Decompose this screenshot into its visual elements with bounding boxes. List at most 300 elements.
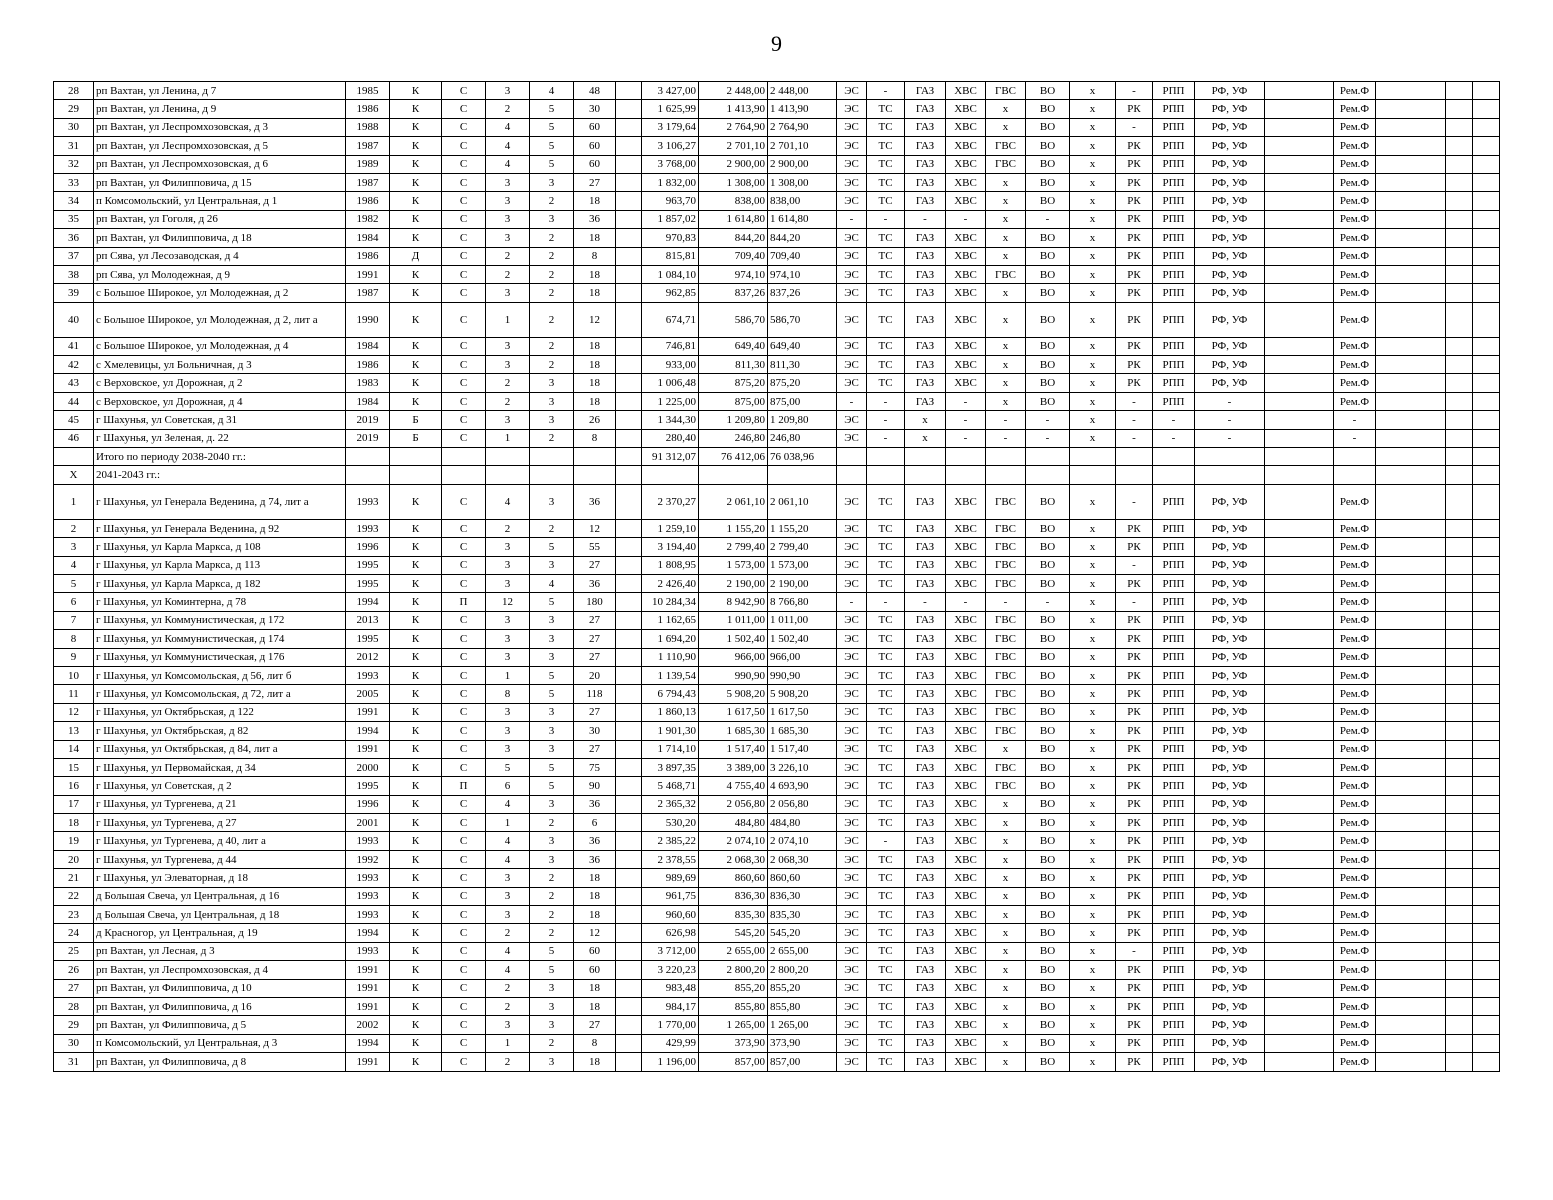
cell-entrances: 2 [486,247,530,265]
cell-wall-type: С [442,118,486,136]
cell-apartments: 18 [574,392,616,410]
cell-repair-code: РК [1116,173,1153,191]
cell-cold-water: ХВС [946,356,986,374]
cell-hot-water: х [986,1016,1026,1034]
table-row [54,337,1500,355]
cell-blank [616,229,642,247]
cell-blank [1376,302,1446,337]
cell-sewerage: ВО [1026,758,1070,776]
cell-repair-code: РК [1116,574,1153,592]
table-row [54,484,1500,519]
cell-material-code: К [390,137,442,155]
cell-blank [1473,777,1500,795]
cell-cold-water [946,448,986,466]
cell-cold-water: ХВС [946,265,986,283]
cell-total-area: 1 006,48 [642,374,699,392]
cell-blank [1473,814,1500,832]
cell-year-built: 1993 [346,942,390,960]
cell-blank [1376,961,1446,979]
cell-heat-supply: ТС [867,814,905,832]
cell-entrances: 3 [486,192,530,210]
cell-entrances: 4 [486,832,530,850]
cell-blank [1265,574,1334,592]
cell-repair-fund: Рем.Ф [1334,192,1376,210]
cell-hot-water: ГВС [986,538,1026,556]
cell-entrances: 4 [486,484,530,519]
cell-apartments: 18 [574,1053,616,1071]
cell-gas-supply: ГАЗ [905,758,946,776]
cell-material-code: К [390,155,442,173]
cell-heat-supply: - [867,392,905,410]
cell-wall-type: С [442,979,486,997]
cell-apartments: 48 [574,82,616,100]
cell-blank [1265,247,1334,265]
cell-row-number: 42 [54,356,94,374]
cell-sewerage: ВО [1026,155,1070,173]
cell-repair-fund: Рем.Ф [1334,118,1376,136]
cell-living-area: 76 412,06 [699,448,768,466]
cell-mark-x: х [1070,302,1116,337]
cell-wall-type: С [442,574,486,592]
cell-repair-code: РК [1116,265,1153,283]
cell-material-code: К [390,906,442,924]
cell-year-built: 1986 [346,100,390,118]
cell-row-number: 27 [54,979,94,997]
cell-heat-supply: ТС [867,284,905,302]
cell-wall-type: С [442,832,486,850]
cell-heat-supply: ТС [867,740,905,758]
cell-heat-supply: ТС [867,1034,905,1052]
cell-heat-supply: ТС [867,611,905,629]
cell-mark-x: х [1070,832,1116,850]
cell-living-area: 1 011,00 [699,611,768,629]
cell-fund-type [1195,448,1265,466]
cell-blank [1265,906,1334,924]
cell-apartments: 90 [574,777,616,795]
table-row [54,265,1500,283]
cell-entrances: 3 [486,82,530,100]
cell-sewerage: ВО [1026,611,1070,629]
cell-mark-x: х [1070,703,1116,721]
cell-mark-x: х [1070,556,1116,574]
cell-power-supply: ЭС [837,850,867,868]
cell-blank [616,961,642,979]
cell-residential-area: 2 056,80 [768,795,837,813]
cell-blank [616,777,642,795]
cell-wall-type: С [442,814,486,832]
cell-blank [1376,484,1446,519]
cell-blank [1376,703,1446,721]
cell-material-code: К [390,979,442,997]
cell-fund-type: РФ, УФ [1195,519,1265,537]
cell-year-built: 1994 [346,1034,390,1052]
cell-floors: 5 [530,155,574,173]
cell-rpp: РПП [1153,703,1195,721]
cell-floors: 3 [530,832,574,850]
cell-row-number: 15 [54,758,94,776]
cell-material-code: К [390,593,442,611]
cell-hot-water: ГВС [986,556,1026,574]
cell-mark-x: х [1070,82,1116,100]
cell-cold-water: ХВС [946,100,986,118]
cell-sewerage: ВО [1026,961,1070,979]
cell-gas-supply: - [905,593,946,611]
cell-mark-x: х [1070,519,1116,537]
cell-hot-water: х [986,1053,1026,1071]
cell-blank [1376,392,1446,410]
cell-blank [1473,703,1500,721]
cell-fund-type [1195,466,1265,484]
cell-apartments: 36 [574,574,616,592]
cell-row-number: 40 [54,302,94,337]
cell-gas-supply: ГАЗ [905,100,946,118]
cell-blank [1473,1034,1500,1052]
cell-row-number: 13 [54,722,94,740]
cell-wall-type: С [442,229,486,247]
cell-blank [1376,100,1446,118]
table-row [54,758,1500,776]
cell-mark-x: х [1070,247,1116,265]
cell-apartments: 18 [574,229,616,247]
cell-entrances [486,448,530,466]
cell-sewerage: ВО [1026,722,1070,740]
cell-row-number: 5 [54,574,94,592]
cell-address: с Большое Широкое, ул Молодежная, д 2 [94,284,346,302]
cell-address: г Шахунья, ул Элеваторная, д 18 [94,869,346,887]
cell-blank [1473,100,1500,118]
cell-address: рп Вахтан, ул Леспромхозовская, д 4 [94,961,346,979]
cell-blank [1473,740,1500,758]
cell-cold-water: ХВС [946,538,986,556]
cell-rpp: РПП [1153,777,1195,795]
cell-repair-fund: Рем.Ф [1334,538,1376,556]
cell-rpp: РПП [1153,593,1195,611]
cell-rpp: РПП [1153,814,1195,832]
cell-living-area: 649,40 [699,337,768,355]
cell-residential-area: 1 209,80 [768,411,837,429]
cell-wall-type [442,466,486,484]
cell-hot-water: х [986,302,1026,337]
cell-mark-x: х [1070,942,1116,960]
cell-row-number: 44 [54,392,94,410]
cell-mark-x: х [1070,155,1116,173]
cell-blank [1446,82,1473,100]
cell-gas-supply: ГАЗ [905,685,946,703]
cell-hot-water: ГВС [986,703,1026,721]
cell-fund-type: РФ, УФ [1195,337,1265,355]
cell-blank [1473,484,1500,519]
cell-rpp: РПП [1153,265,1195,283]
cell-address: п Комсомольский, ул Центральная, д 3 [94,1034,346,1052]
cell-fund-type: РФ, УФ [1195,630,1265,648]
cell-repair-fund: Рем.Ф [1334,374,1376,392]
cell-blank [1446,574,1473,592]
cell-residential-area: 875,00 [768,392,837,410]
cell-floors: 2 [530,247,574,265]
cell-fund-type: - [1195,392,1265,410]
cell-heat-supply: ТС [867,356,905,374]
cell-heat-supply: ТС [867,229,905,247]
cell-material-code: К [390,100,442,118]
cell-entrances: 3 [486,574,530,592]
cell-gas-supply: х [905,411,946,429]
cell-blank [1265,869,1334,887]
cell-blank [1376,666,1446,684]
cell-year-built: 1991 [346,979,390,997]
cell-mark-x: х [1070,795,1116,813]
cell-apartments: 36 [574,850,616,868]
cell-blank [616,100,642,118]
cell-apartments: 27 [574,740,616,758]
cell-residential-area: 2 900,00 [768,155,837,173]
cell-blank [1376,997,1446,1015]
cell-hot-water: ГВС [986,484,1026,519]
cell-wall-type: С [442,630,486,648]
cell-repair-code: РК [1116,337,1153,355]
cell-rpp: РПП [1153,538,1195,556]
cell-cold-water: ХВС [946,942,986,960]
cell-blank [1376,82,1446,100]
cell-mark-x: х [1070,997,1116,1015]
cell-cold-water: ХВС [946,1034,986,1052]
cell-repair-code [1116,448,1153,466]
cell-blank [1265,850,1334,868]
cell-rpp: РПП [1153,392,1195,410]
cell-hot-water: х [986,887,1026,905]
cell-wall-type: С [442,850,486,868]
cell-fund-type: РФ, УФ [1195,118,1265,136]
table-row [54,82,1500,100]
cell-fund-type: РФ, УФ [1195,1016,1265,1034]
cell-entrances: 4 [486,850,530,868]
cell-living-area: 875,20 [699,374,768,392]
cell-blank [616,758,642,776]
cell-repair-code: РК [1116,666,1153,684]
cell-hot-water: - [986,429,1026,447]
cell-repair-code: - [1116,942,1153,960]
cell-living-area: 5 908,20 [699,685,768,703]
cell-living-area: 2 061,10 [699,484,768,519]
cell-mark-x [1070,466,1116,484]
cell-floors: 2 [530,302,574,337]
cell-gas-supply: ГАЗ [905,1034,946,1052]
cell-fund-type: РФ, УФ [1195,82,1265,100]
cell-row-number: 37 [54,247,94,265]
cell-rpp: РПП [1153,611,1195,629]
cell-cold-water: ХВС [946,284,986,302]
cell-blank [1446,942,1473,960]
cell-floors: 3 [530,850,574,868]
cell-fund-type: РФ, УФ [1195,155,1265,173]
cell-material-code: К [390,229,442,247]
cell-cold-water: ХВС [946,795,986,813]
cell-year-built: 1986 [346,247,390,265]
cell-year-built: 1993 [346,832,390,850]
cell-material-code: К [390,942,442,960]
cell-address: г Шахунья, ул Советская, д 2 [94,777,346,795]
cell-power-supply: ЭС [837,155,867,173]
cell-material-code: К [390,630,442,648]
cell-heat-supply: ТС [867,961,905,979]
cell-rpp: РПП [1153,210,1195,228]
cell-floors: 5 [530,777,574,795]
cell-total-area: 962,85 [642,284,699,302]
cell-year-built: 2019 [346,429,390,447]
cell-power-supply [837,466,867,484]
table-row [54,556,1500,574]
cell-row-number: 30 [54,118,94,136]
cell-heat-supply: ТС [867,924,905,942]
cell-wall-type: С [442,795,486,813]
cell-residential-area: 844,20 [768,229,837,247]
cell-address: рп Вахтан, ул Ленина, д 7 [94,82,346,100]
cell-wall-type: С [442,611,486,629]
cell-cold-water: ХВС [946,648,986,666]
cell-floors: 5 [530,685,574,703]
cell-residential-area: 1 502,40 [768,630,837,648]
cell-residential-area: 990,90 [768,666,837,684]
cell-living-area: 3 389,00 [699,758,768,776]
cell-year-built: 1993 [346,887,390,905]
cell-gas-supply: ГАЗ [905,630,946,648]
cell-wall-type: С [442,538,486,556]
cell-material-code: К [390,374,442,392]
cell-blank [616,611,642,629]
cell-address: с Большое Широкое, ул Молодежная, д 2, лит а [94,302,346,337]
cell-gas-supply: ГАЗ [905,173,946,191]
cell-living-area: 1 209,80 [699,411,768,429]
cell-entrances: 2 [486,979,530,997]
cell-living-area: 875,00 [699,392,768,410]
cell-apartments: 30 [574,722,616,740]
cell-rpp: РПП [1153,924,1195,942]
cell-hot-water: ГВС [986,137,1026,155]
cell-blank [616,630,642,648]
cell-blank [1446,247,1473,265]
cell-rpp: РПП [1153,118,1195,136]
cell-row-number: 6 [54,593,94,611]
cell-wall-type: С [442,556,486,574]
cell-blank [1376,979,1446,997]
cell-blank [1376,630,1446,648]
cell-sewerage: ВО [1026,1016,1070,1034]
cell-heat-supply [867,466,905,484]
cell-wall-type: С [442,429,486,447]
cell-row-number: 22 [54,887,94,905]
cell-floors: 3 [530,411,574,429]
cell-hot-water: х [986,210,1026,228]
cell-total-area: 983,48 [642,979,699,997]
cell-cold-water: ХВС [946,630,986,648]
cell-address: г Шахунья, ул Коммунистическая, д 176 [94,648,346,666]
cell-total-area: 1 625,99 [642,100,699,118]
cell-fund-type: РФ, УФ [1195,247,1265,265]
cell-entrances: 4 [486,155,530,173]
cell-cold-water: ХВС [946,961,986,979]
cell-repair-code: - [1116,556,1153,574]
cell-power-supply: ЭС [837,685,867,703]
cell-rpp: РПП [1153,997,1195,1015]
cell-power-supply: ЭС [837,611,867,629]
cell-material-code: К [390,392,442,410]
housing-register-table [53,81,1500,1072]
cell-year-built: 1995 [346,574,390,592]
cell-cold-water: ХВС [946,82,986,100]
cell-address: г Шахунья, ул Тургенева, д 27 [94,814,346,832]
cell-rpp: РПП [1153,887,1195,905]
cell-address: с Большое Широкое, ул Молодежная, д 4 [94,337,346,355]
cell-year-built: 1990 [346,302,390,337]
cell-fund-type: РФ, УФ [1195,1053,1265,1071]
cell-blank [1473,869,1500,887]
cell-apartments: 8 [574,1034,616,1052]
cell-entrances: 2 [486,374,530,392]
cell-hot-water [986,466,1026,484]
cell-repair-code: РК [1116,924,1153,942]
cell-cold-water: ХВС [946,850,986,868]
cell-repair-fund: Рем.Ф [1334,356,1376,374]
cell-blank [1473,137,1500,155]
cell-repair-fund: Рем.Ф [1334,302,1376,337]
cell-blank [1376,832,1446,850]
cell-power-supply: ЭС [837,740,867,758]
cell-gas-supply: ГАЗ [905,997,946,1015]
table-row [54,229,1500,247]
cell-heat-supply: ТС [867,519,905,537]
cell-year-built: 1986 [346,192,390,210]
table-row [54,611,1500,629]
table-row [54,832,1500,850]
cell-row-number: 31 [54,1053,94,1071]
cell-cold-water: ХВС [946,173,986,191]
cell-mark-x: х [1070,961,1116,979]
cell-sewerage: ВО [1026,906,1070,924]
cell-living-area: 855,20 [699,979,768,997]
cell-cold-water: ХВС [946,118,986,136]
cell-blank [1473,795,1500,813]
cell-blank [1446,265,1473,283]
cell-blank [1473,82,1500,100]
cell-floors: 2 [530,887,574,905]
cell-year-built: 1986 [346,356,390,374]
cell-blank [1376,247,1446,265]
cell-floors: 3 [530,997,574,1015]
cell-mark-x: х [1070,740,1116,758]
cell-power-supply: ЭС [837,666,867,684]
cell-blank [1376,519,1446,537]
cell-blank [1473,666,1500,684]
cell-power-supply: ЭС [837,429,867,447]
cell-gas-supply: ГАЗ [905,82,946,100]
cell-mark-x: х [1070,1034,1116,1052]
cell-row-number: 14 [54,740,94,758]
cell-address: г Шахунья, ул Комсомольская, д 56, лит б [94,666,346,684]
table-row [54,979,1500,997]
cell-row-number: 16 [54,777,94,795]
cell-blank [1265,979,1334,997]
cell-wall-type: С [442,648,486,666]
cell-blank [1376,593,1446,611]
cell-wall-type: С [442,484,486,519]
cell-material-code: К [390,611,442,629]
cell-total-area: 746,81 [642,337,699,355]
cell-blank [1473,173,1500,191]
cell-blank [616,869,642,887]
cell-address: рп Сява, ул Молодежная, д 9 [94,265,346,283]
cell-mark-x: х [1070,411,1116,429]
cell-total-area: 674,71 [642,302,699,337]
cell-power-supply: ЭС [837,229,867,247]
